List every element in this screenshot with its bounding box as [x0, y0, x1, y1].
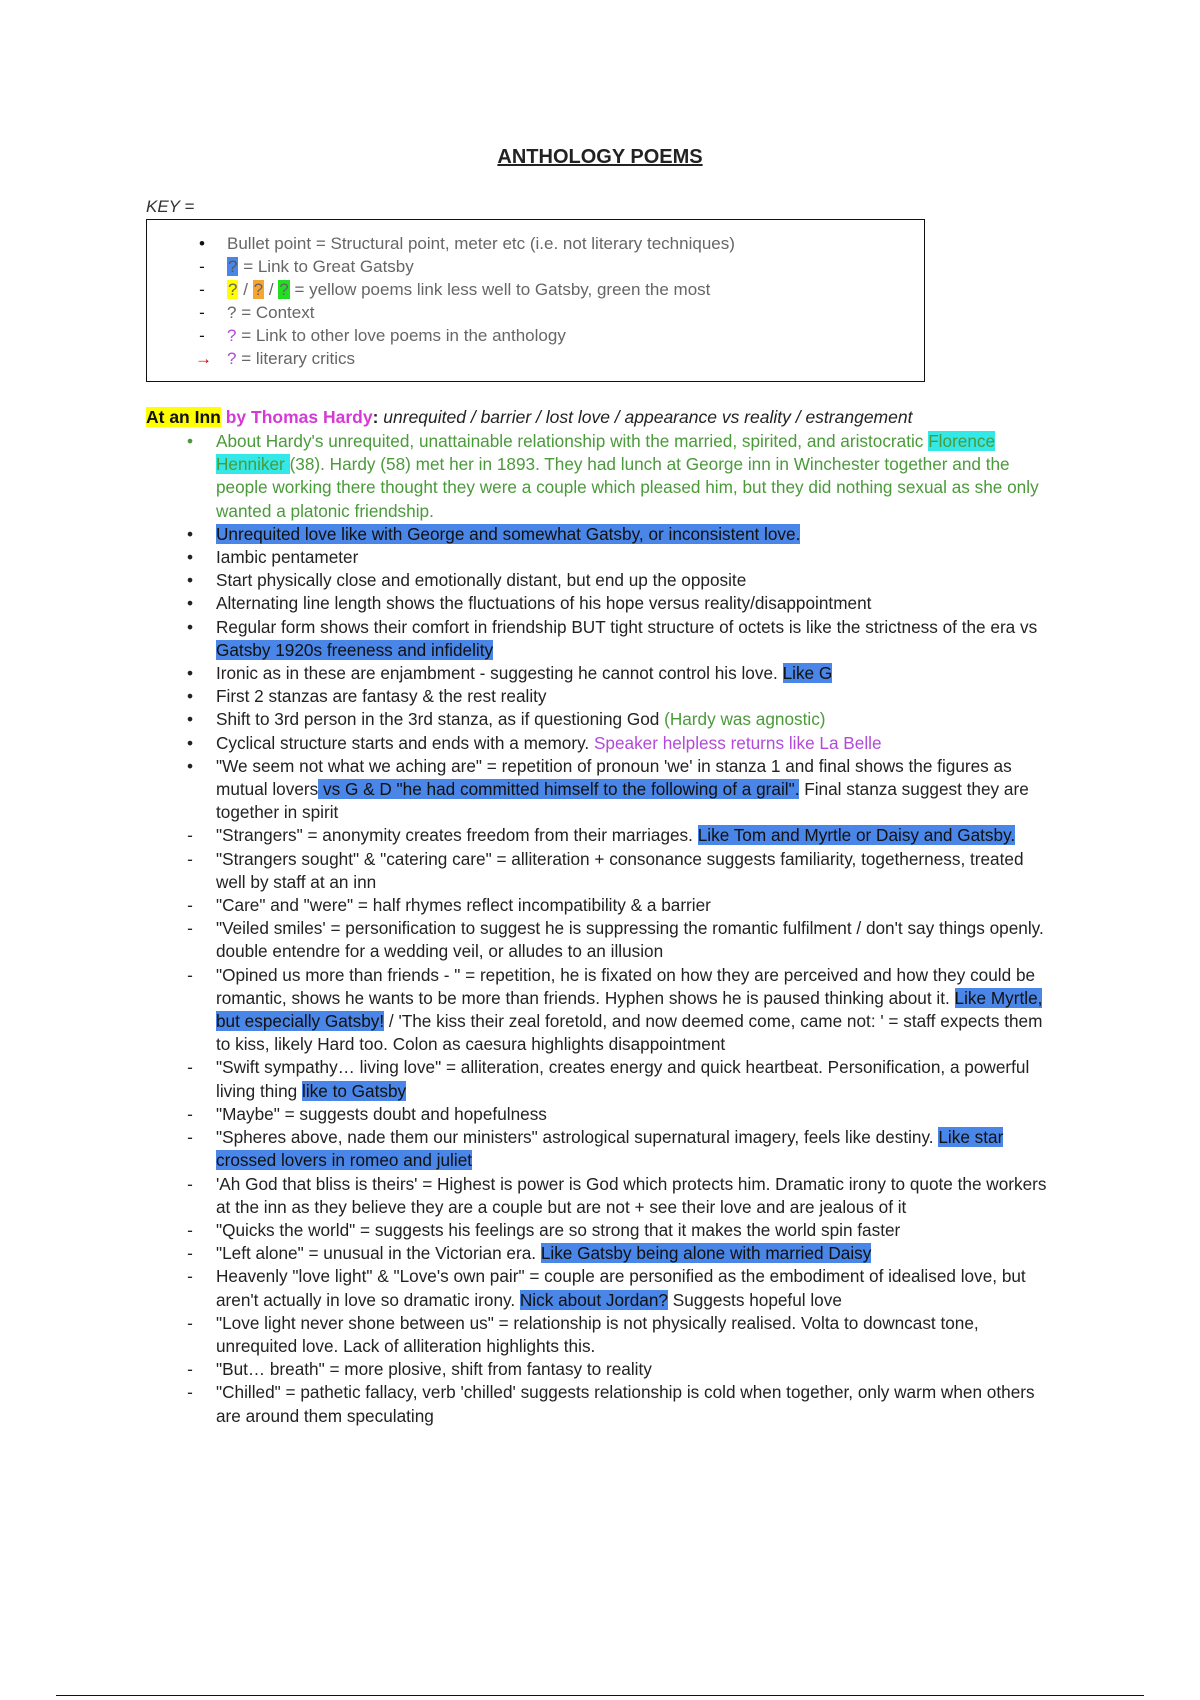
list-item: • Regular form shows their comfort in friendship BUT tight structure of octets is like the strictness of the era vs Gatsby 1920s freeness and infidelity [186, 616, 1038, 660]
list-item: • First 2 stanzas are fantasy & the rest reality [186, 686, 547, 707]
list-item: • Cyclical structure starts and ends with a memory. Speaker helpless returns like La Belle [186, 732, 882, 753]
list-item: - "Love light never shone between us" = relationship is not physically realised. Volta to downcast tone, unrequited love. Lack of alliteration highlights this. [187, 1312, 979, 1356]
list-item: - "Care" and "were" = half rhymes reflect incompatibility & a barrier [187, 895, 711, 916]
key-line-love-poems: - ? = Link to other love poems in the anthology [227, 326, 566, 346]
list-item: • Iambic pentameter [186, 547, 359, 568]
list-item: - "Quicks the world" = suggests his feelings are so strong that it makes the world spin faster [187, 1219, 901, 1240]
list-item: - "Swift sympathy… living love" = alliteration, creates energy and quick heartbeat. Personification, a powerful living thing like to Gatsby [187, 1057, 1030, 1101]
list-item: • Ironic as in these are enjambment - suggesting he cannot control his love. Like G [186, 663, 833, 684]
list-item: - Heavenly "love light" & "Love's own pair" = couple are personified as the embodiment of idealised love, but aren't actually in love so dramatic irony. Nick about Jordan? Suggests hopeful love [187, 1266, 1026, 1310]
orange-swatch: ? [253, 280, 264, 299]
list-item: • Start physically close and emotionally distant, but end up the opposite [186, 570, 747, 591]
list-item: • "We seem not what we aching are" = repetition of pronoun 'we' in stanza 1 and final shows the figures as mutual lovers vs G & D "he had committed himself to the following of a grail". Final stanza suggest they are together in spirit [186, 755, 1029, 823]
list-item: • Alternating line length shows the fluctuations of his hope versus reality/disappointment [186, 593, 872, 614]
blue-swatch: ? [228, 257, 238, 276]
list-item: - "Chilled" = pathetic fallacy, verb 'chilled' suggests relationship is cold when together, only warm when others are around them speculating [187, 1382, 1035, 1426]
arrow-right-icon: → [195, 349, 212, 368]
key-line-gatsby: - ? = Link to Great Gatsby [227, 257, 414, 277]
poem-heading: At an Inn by Thomas Hardy: unrequited / barrier / lost love / appearance vs reality / estrangement [146, 407, 913, 427]
bullet-marker: • [199, 234, 205, 253]
list-item: - "Left alone" = unusual in the Victorian era. Like Gatsby being alone with married Daisy [187, 1243, 872, 1264]
list-item: - 'Ah God that bliss is theirs' = Highest is power is God which protects him. Dramatic irony to quote the workers at the inn as they believe they are a couple but are not + see their love and are jealous of it [187, 1173, 1047, 1217]
page-bottom-rule [56, 1695, 1144, 1696]
page-title: ANTHOLOGY POEMS [497, 146, 703, 168]
dash-marker: - [199, 326, 205, 345]
poem-themes: unrequited / barrier / lost love / appearance vs reality / estrangement [383, 407, 913, 427]
list-item: - "Maybe" = suggests doubt and hopefulness [187, 1103, 547, 1124]
dash-marker: - [199, 257, 205, 276]
dash-marker: - [199, 303, 205, 322]
notes-list [186, 430, 1056, 1428]
poem-title: At an Inn [146, 407, 221, 427]
list-item: - "Opined us more than friends - " = repetition, he is fixated on how they are perceived and how they could be romantic, shows he wants to be more than friends. Hyphen shows he is paused thinking about it. Like Myrtle, but especially Gatsby! / 'The kiss their zeal foretold, and now deemed come, came not: ' = staff expects them to kiss, likely Hard too. Colon as caesura highlights disappointment [187, 964, 1043, 1055]
list-item: • Unrequited love like with George and somewhat Gatsby, or inconsistent love. [186, 523, 801, 544]
dash-marker: - [199, 280, 205, 299]
green-swatch: ? [279, 280, 289, 299]
key-line-context: - ? = Context [227, 303, 314, 323]
key-line-critics: → ? = literary critics [195, 349, 356, 368]
key-line-colors: - ? / ? / ? = yellow poems link less well to Gatsby, green the most [227, 280, 710, 300]
list-item: • Shift to 3rd person in the 3rd stanza, as if questioning God (Hardy was agnostic) [186, 709, 826, 730]
yellow-swatch: ? [228, 280, 238, 299]
list-item: - "Strangers" = anonymity creates freedom from their marriages. Like Tom and Myrtle or Daisy and Gatsby. [187, 825, 1016, 846]
key-line-bullet: • Bullet point = Structural point, meter etc (i.e. not literary techniques) [227, 234, 735, 254]
list-item: - "Spheres above, nade them our ministers" astrological supernatural imagery, feels like destiny. Like star crossed lovers in romeo and juliet [187, 1127, 1004, 1171]
list-item: • About Hardy's unrequited, unattainable relationship with the married, spirited, and aristocratic Florence Henniker (38). Hardy (58) met her in 1893. They had lunch at George inn in Winchester together and the people working there thought they were a couple which pleased him, but they did nothing sexual as she only wanted a platonic friendship. [186, 431, 1039, 521]
poem-author: by Thomas Hardy [220, 407, 373, 427]
list-item: - "But… breath" = more plosive, shift from fantasy to reality [187, 1359, 652, 1380]
key-box [146, 219, 925, 382]
list-item: - "Veiled smiles' = personification to suggest he is suppressing the romantic fulfilment / don't say things openly. double entendre for a wedding veil, or alludes to an illusion [187, 918, 1044, 962]
list-item: - "Strangers sought" & "catering care" = alliteration + consonance suggests familiarity, togetherness, treated well by staff at an inn [187, 848, 1024, 892]
key-label: KEY = [146, 197, 195, 216]
